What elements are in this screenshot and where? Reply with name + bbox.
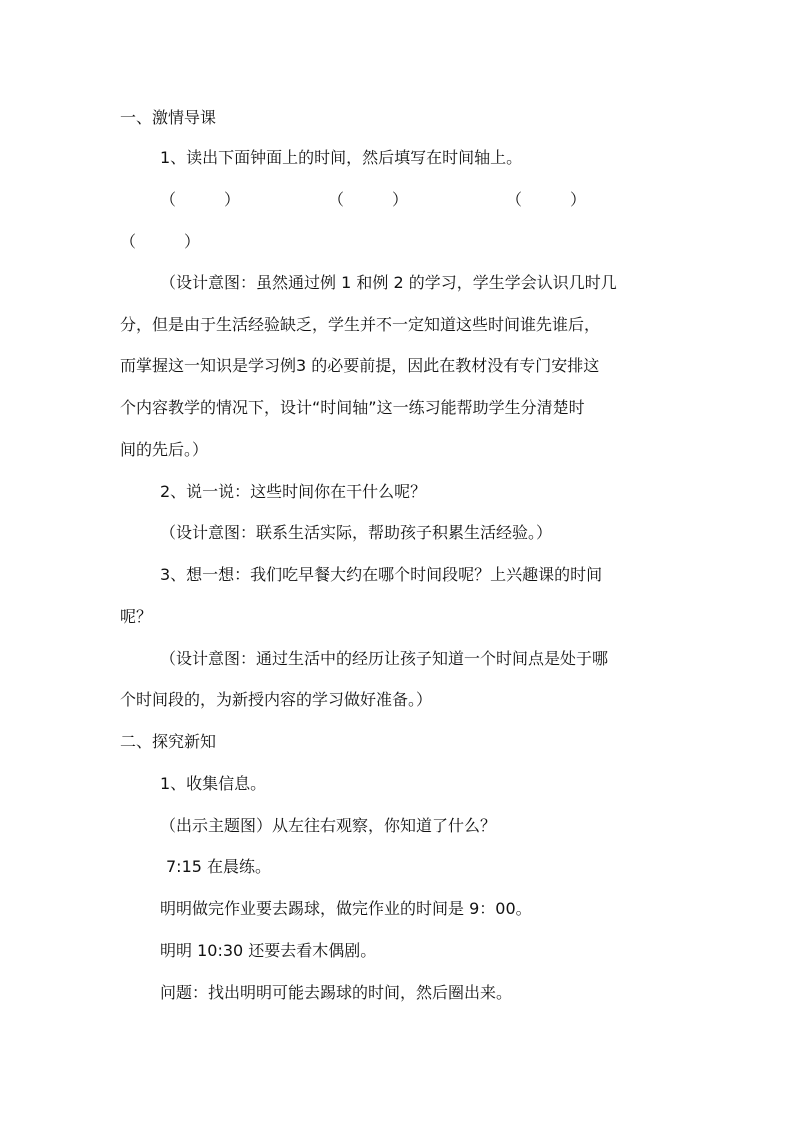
design-note-1-line-2: 分，但是由于生活经验缺乏，学生并不一定知道这些时间谁先谁后， (120, 315, 601, 334)
answer-blank-3: （ ） (506, 190, 587, 209)
answer-blank-1: （ ） (160, 190, 241, 209)
question-1: 1、读出下面钟面上的时间，然后填写在时间轴上。 (160, 148, 523, 167)
answer-blank-4: （ ） (120, 232, 201, 251)
design-note-1-line-1: （设计意图：虽然通过例 1 和例 2 的学习，学生学会认识几时几 (160, 273, 617, 292)
design-note-1-line-3: 而掌握这一知识是学习例3 的必要前提，因此在教材没有专门安排这 (120, 356, 600, 375)
question-3-line-1: 3、想一想：我们吃早餐大约在哪个时间段呢？上兴趣课的时间 (160, 565, 603, 584)
problem-statement: 问题：找出明明可能去踢球的时间，然后圈出来。 (160, 983, 513, 1002)
design-note-3-line-1: （设计意图：通过生活中的经历让孩子知道一个时间点是处于哪 (160, 649, 609, 668)
question-2: 2、说一说：这些时间你在干什么呢？ (160, 482, 427, 501)
fact-homework-done: 明明做完作业要去踢球，做完作业的时间是 9：00。 (160, 899, 532, 918)
design-note-3-line-2: 个时间段的，为新授内容的学习做好准备。） (120, 690, 433, 709)
design-note-2: （设计意图：联系生活实际，帮助孩子积累生活经验。） (160, 523, 553, 542)
design-note-1-line-4: 个内容教学的情况下，设计“时间轴”这一练习能帮助学生分清楚时 (120, 398, 585, 417)
answer-blank-2: （ ） (328, 190, 409, 209)
question-3-line-2: 呢？ (120, 607, 153, 626)
section1-heading: 一、激情导课 (120, 108, 217, 127)
show-theme-picture: （出示主题图）从左往右观察，你知道了什么？ (160, 816, 497, 835)
section2-heading: 二、探究新知 (120, 732, 217, 751)
fact-morning-exercise: 7:15 在晨练。 (166, 857, 272, 876)
collect-info-item: 1、收集信息。 (160, 774, 267, 793)
design-note-1-line-5: 间的先后。） (120, 440, 209, 459)
fact-puppet-show: 明明 10:30 还要去看木偶剧。 (160, 941, 377, 960)
